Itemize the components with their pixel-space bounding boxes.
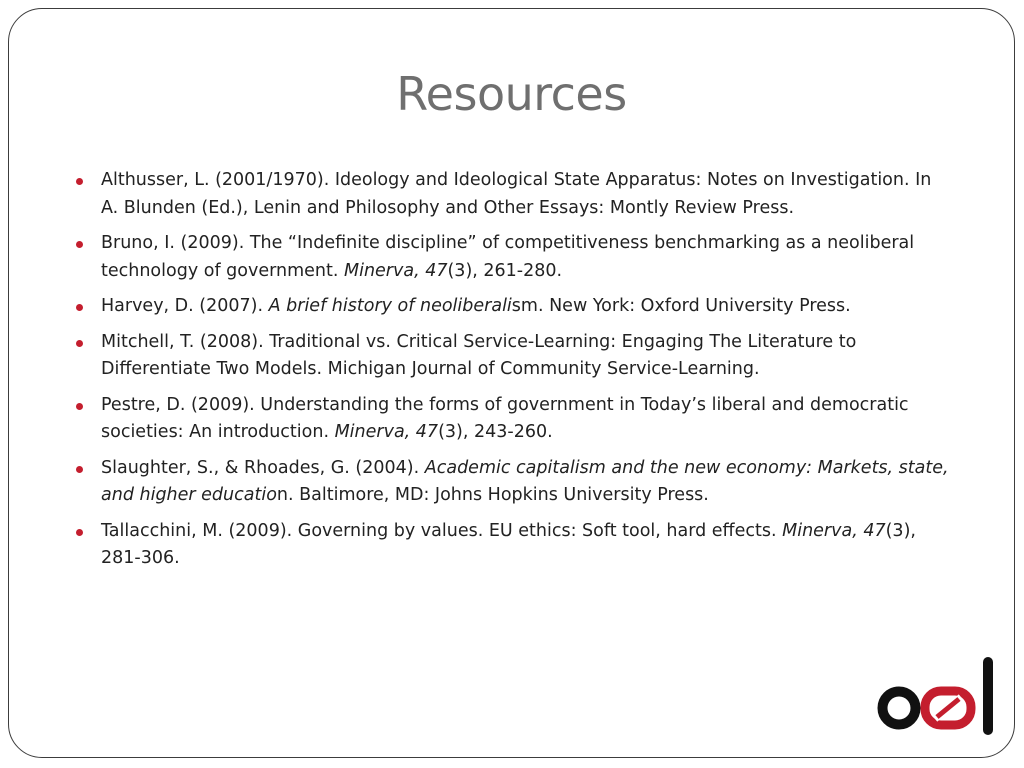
reference-title-italic: Minerva, 47 [334,422,439,442]
logo-letter-s [921,689,973,727]
reference-item [73,230,953,285]
reference-text: Harvey, D. (2007). [101,296,269,316]
reference-title-italic: Academic capitalism and the new economy: Markets, state, and higher educatio [101,457,949,505]
reference-text: n. Baltimore, MD: Johns Hopkins University Press. [276,485,709,505]
reference-title-italic: A brief history of neoliberali [268,296,512,316]
reference-text: Slaughter, S., & Rhoades, G. (2004). [101,457,425,478]
reference-title-italic: Minerva, 47 [343,260,448,281]
reference-item [73,518,953,573]
logo-letter-o [883,692,916,725]
reference-item [73,293,953,321]
reference-item [73,167,953,222]
reference-text: (3), 281-306. [101,520,916,568]
reference-text: Bruno, I. (2009). The “Indefinite discipline” of competitiveness benchmarking as a neoliberal technology of government. [101,233,915,281]
reference-item [73,392,953,447]
bullet-icon [76,403,83,410]
slide-title: Resources [396,67,627,121]
slide [8,8,1015,758]
logo-letter-l [983,657,993,735]
bullet-icon [76,178,83,185]
osl-logo [877,649,1003,739]
reference-title-italic: Minerva, 47 [782,520,886,541]
bullet-icon [76,529,83,536]
bullet-icon [76,466,83,473]
reference-text: (3), 261-280. [447,260,563,281]
reference-text: sm. New York: Oxford University Press. [511,296,851,316]
reference-text: Pestre, D. (2009). Understanding the forms of government in Today’s liberal and democratic societies: An introduction. [101,394,909,442]
reference-list [73,167,953,581]
reference-text: Althusser, L. (2001/1970). Ideology and Ideological State Apparatus: Notes on Investigation. In A. Blunden (Ed.), Lenin and Philosophy and Other Essays: Montly Review Press. [101,170,932,218]
reference-item [73,329,953,384]
bullet-icon [76,304,83,311]
bullet-icon [76,241,83,248]
reference-text: Tallacchini, M. (2009). Governing by values. EU ethics: Soft tool, hard effects. [101,520,783,541]
reference-text: (3), 243-260. [438,422,553,442]
bullet-icon [76,340,83,347]
reference-text: Mitchell, T. (2008). Traditional vs. Critical Service-Learning: Engaging The Literature to Differentiate Two Models. Michigan Journal of Community Service-Learning. [101,331,857,379]
reference-item [73,455,953,510]
